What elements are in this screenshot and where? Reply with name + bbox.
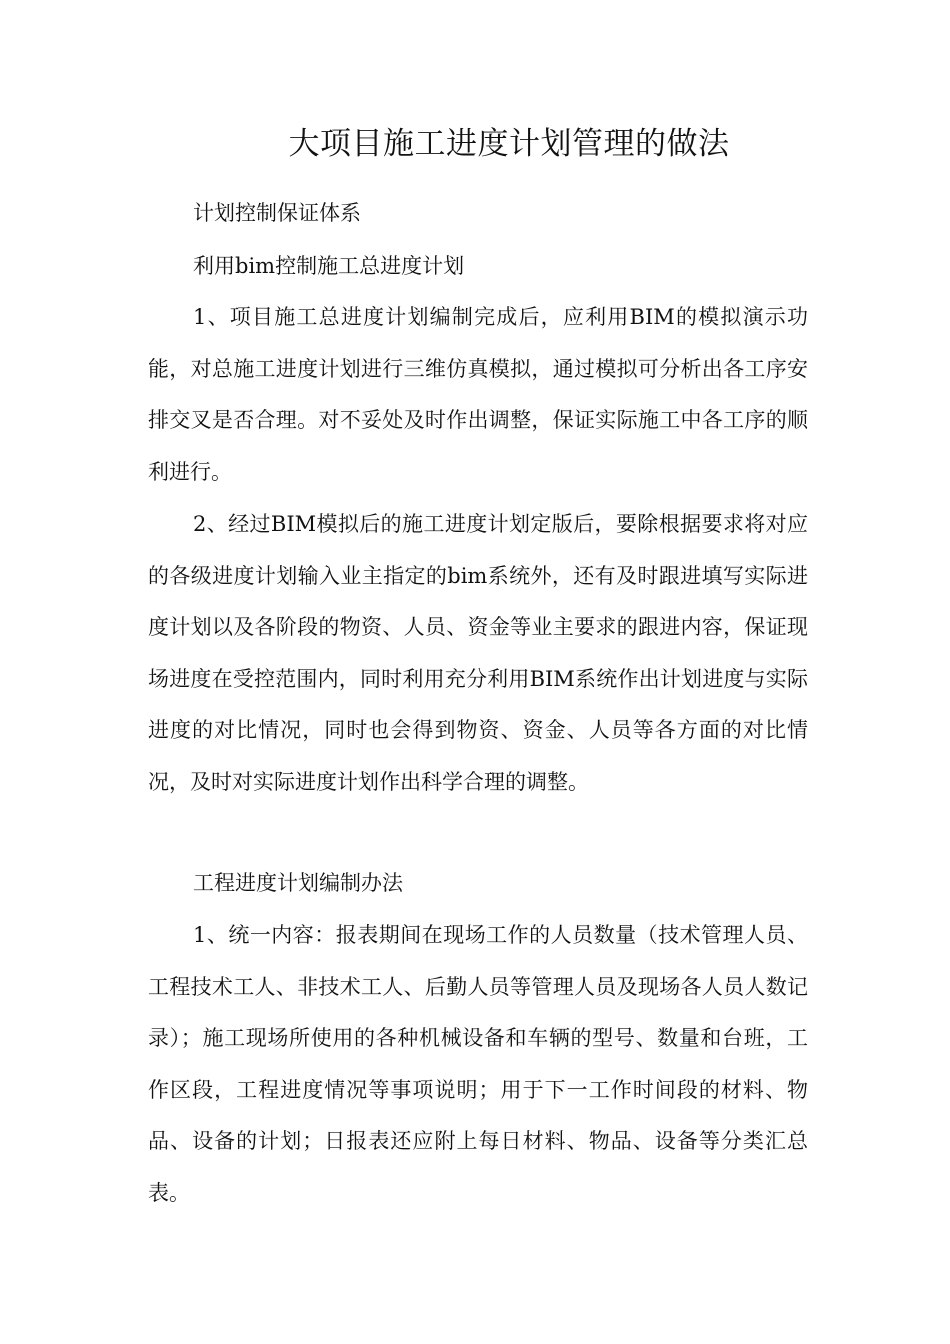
- paragraph-bim-tracking: 2、经过BIM模拟后的施工进度计划定版后，要除根据要求将对应的各级进度计划输入业主指定的bim系统外，还有及时跟进填写实际进度计划以及各阶段的物资、人员、资金等业主要求的跟进内容，保证现场进度在受控范围内，同时利用充分利用BIM系统作出计划进度与实际进度的对比情况，同时也会得到物资、资金、人员等各方面的对比情况，及时对实际进度计划作出科学合理的调整。: [148, 512, 808, 794]
- paragraph-bim-simulation: 1、项目施工总进度计划编制完成后，应利用BIM的模拟演示功能，对总施工进度计划进行三维仿真模拟，通过模拟可分析出各工序安排交叉是否合理。对不妥处及时作出调整，保证实际施工中各工序的顺利进行。: [148, 305, 808, 484]
- section-heading-schedule-method: 工程进度计划编制办法: [193, 871, 403, 895]
- section-heading-plan-control: 计划控制保证体系: [193, 201, 361, 225]
- document-title: 大项目施工进度计划管理的做法: [288, 126, 730, 162]
- paragraph-unified-content: 1、统一内容：报表期间在现场工作的人员数量（技术管理人员、工程技术工人、非技术工人、后勤人员等管理人员及现场各人员人数记录）；施工现场所使用的各种机械设备和车辆的型号、数量和台班，工作区段，工程进度情况等事项说明；用于下一工作时间段的材料、物品、设备的计划；日报表还应附上每日材料、物品、设备等分类汇总表。: [148, 923, 808, 1205]
- section-subheading-bim-control: 利用bim控制施工总进度计划: [193, 254, 465, 278]
